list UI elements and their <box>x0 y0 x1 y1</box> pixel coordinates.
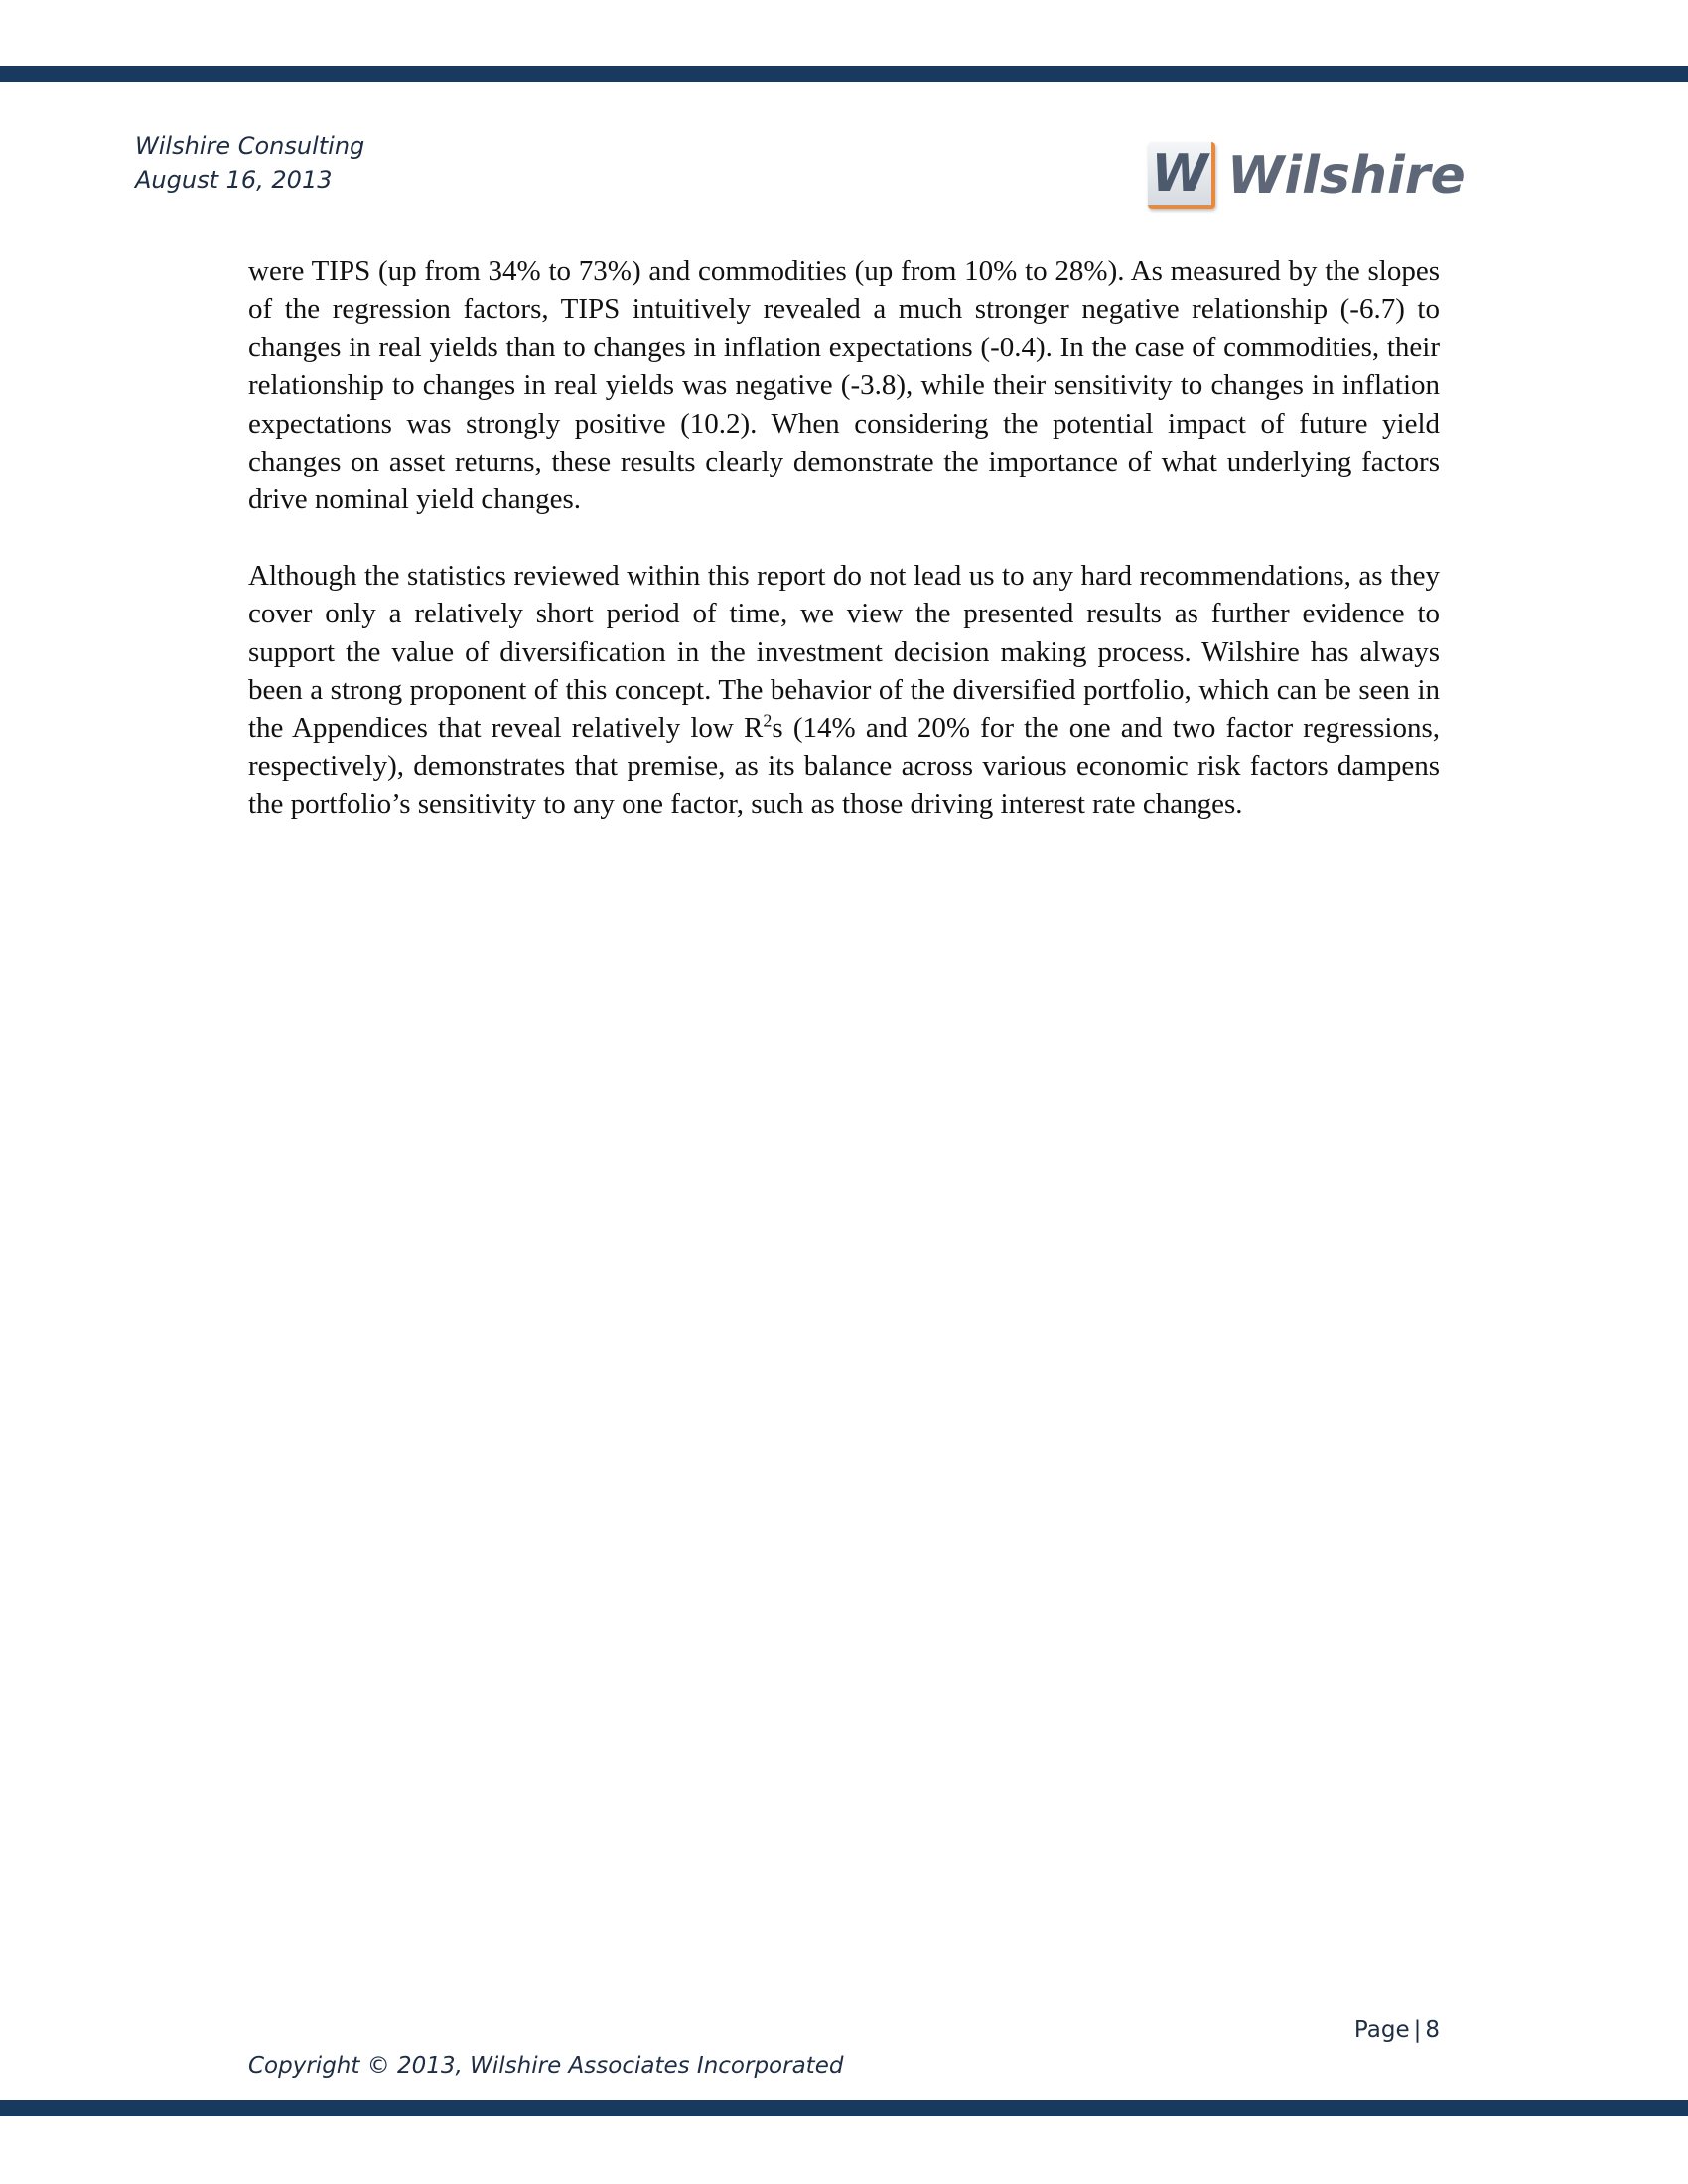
page-number-value: 8 <box>1425 2017 1440 2043</box>
page-number <box>1354 2017 1440 2043</box>
report-body <box>248 252 1440 862</box>
report-date: August 16, 2013 <box>135 166 333 194</box>
paragraph-2-text-a: Although the statistics reviewed within this report do not lead us to any hard recommendations, as they cover only a relatively short period of time, we view the presented results as further evidence to support the value of diversification in the investment decision making process. Wilshire has always been a strong proponent of this concept. The behavior of the diversified portfolio, which can be seen in the Appendices that reveal relatively low R <box>248 559 1440 745</box>
logo-wordmark: Wilshire <box>1227 146 1466 205</box>
header-info <box>135 129 364 197</box>
logo-mark-letter: W <box>1151 144 1208 204</box>
logo-mark-icon <box>1148 142 1215 209</box>
company-name: Wilshire Consulting <box>135 132 365 160</box>
r-squared-superscript: 2 <box>763 710 773 731</box>
paragraph-2 <box>248 557 1440 824</box>
header-band <box>0 66 1688 82</box>
paragraph-1: were TIPS (up from 34% to 73%) and commodities (up from 10% to 28%). As measured by the slopes of the regression factors, TIPS intuitively revealed a much stronger negative relationship (-6.7) to changes in real yields than to changes in inflation expectations (-0.4). In the case of commodities, their relationship to changes in real yields was negative (-3.8), while their sensitivity to changes in inflation expectations was strongly positive (10.2). When considering the potential impact of future yield changes on asset returns, these results clearly demonstrate the importance of what underlying factors drive nominal yield changes. <box>248 255 1440 516</box>
wilshire-logo <box>1148 139 1466 212</box>
page-separator: | <box>1413 2017 1422 2043</box>
footer-band <box>0 2100 1688 2116</box>
paragraph-2-text-b: s (14% and 20% for the one and two factor regressions, respectively), demonstrates that premise, as its balance across various economic risk factors dampens the portfolio’s sensitivity to any one factor, such as those driving interest rate changes. <box>248 712 1441 821</box>
page-label: Page <box>1353 2017 1410 2043</box>
copyright-notice: Copyright © 2013, Wilshire Associates Incorporated <box>248 2053 844 2079</box>
